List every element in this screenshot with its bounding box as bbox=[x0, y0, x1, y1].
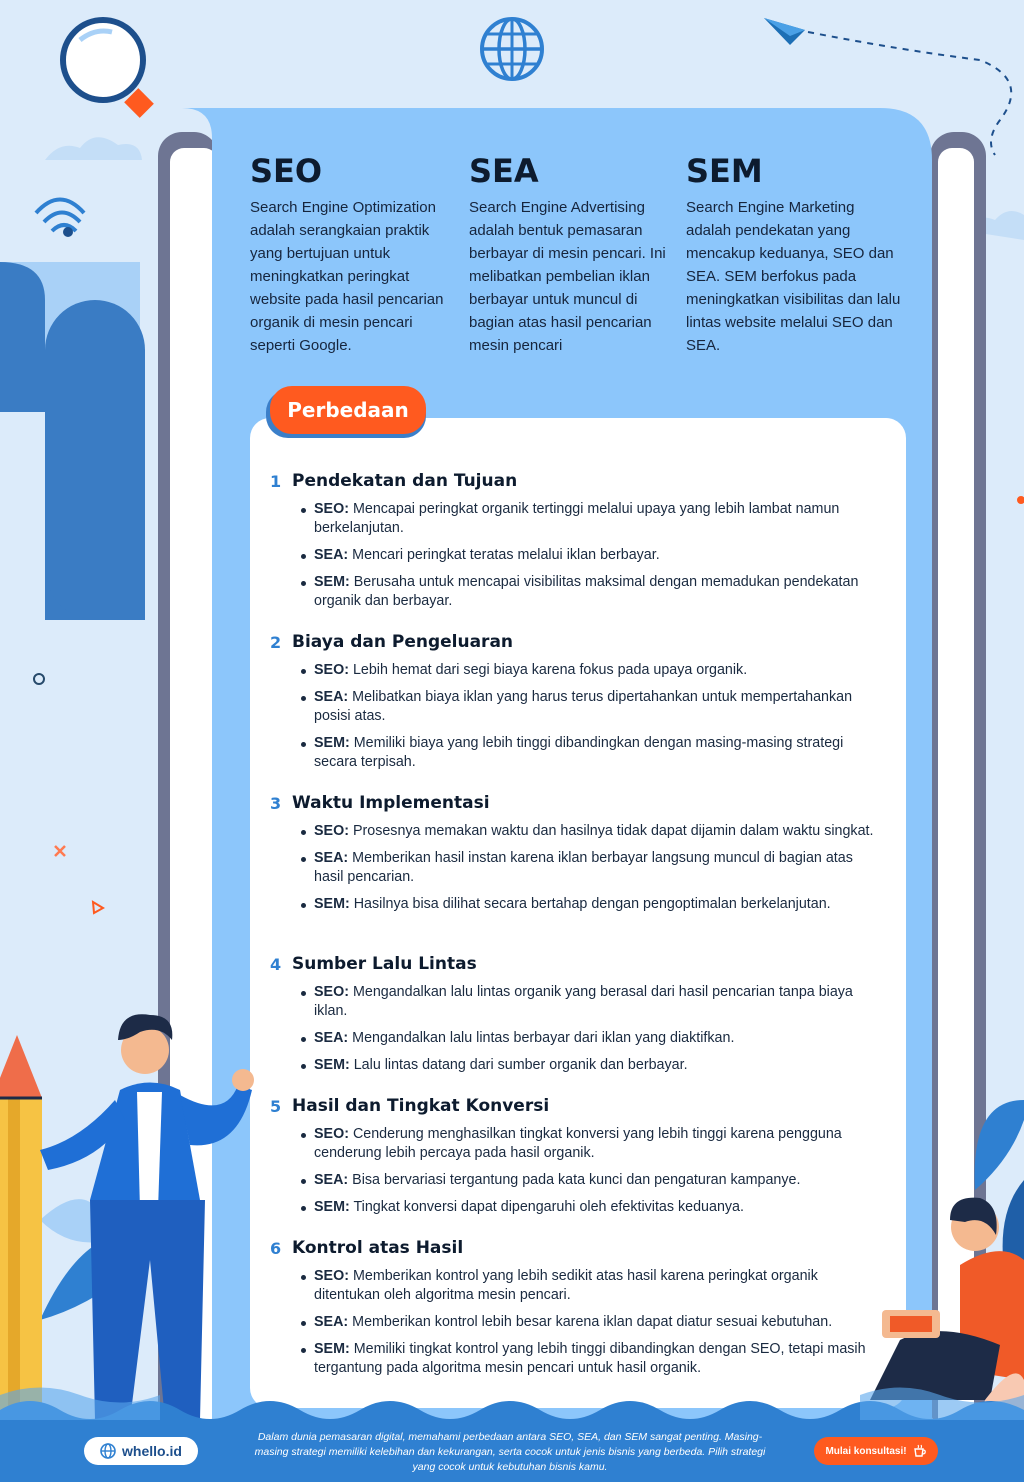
logo-text: whello.id bbox=[122, 1443, 182, 1459]
list-item: SEO: Memberikan kontrol yang lebih sedikit atas hasil karena peringkat organik ditentukan oleh algoritma mesin pencari. bbox=[270, 1267, 885, 1305]
section-title: Biaya dan Pengeluaran bbox=[292, 632, 514, 652]
list-item: SEO: Cenderung menghasilkan tingkat konversi yang lebih tinggi karena pengguna cenderung lebih percaya pada hasil organik. bbox=[270, 1125, 885, 1163]
sem-description: Search Engine Marketing adalah pendekatan yang mencakup keduanya, SEO dan SEA. SEM berfokus pada meningkatkan visibilitas dan lalu lintas website melalui SEO dan SEA. bbox=[686, 199, 901, 354]
globe-icon bbox=[100, 1443, 116, 1459]
list-item: SEA: Mencari peringkat teratas melalui iklan berbayar. bbox=[270, 546, 885, 565]
footer-summary: Dalam dunia pemasaran digital, memahami perbedaan antara SEO, SEA, dan SEM sangat penting. Masing-masing strategi memiliki kelebihan dan kekurangan, serta cocok untuk jenis bisnis yang berbeda. Pilih strategi yang cocok untuk kebutuhan bisnis kamu. bbox=[254, 1431, 766, 1473]
list-item: SEM: Memiliki biaya yang lebih tinggi dibandingkan dengan masing-masing strategi secara terpisah. bbox=[270, 734, 885, 772]
list-item: SEA: Memberikan hasil instan karena iklan berbayar langsung muncul di bagian atas hasil pencarian. bbox=[270, 849, 885, 887]
seo-title: SEO bbox=[250, 152, 323, 190]
list-item: SEO: Mengandalkan lalu lintas organik yang berasal dari hasil pencarian tanpa biaya iklan. bbox=[270, 983, 885, 1021]
list-item: SEM: Tingkat konversi dapat dipengaruhi oleh efektivitas keduanya. bbox=[270, 1198, 885, 1217]
list-item: SEM: Berusaha untuk mencapai visibilitas maksimal dengan memadukan pendekatan organik dan berbayar. bbox=[270, 573, 885, 611]
list-item: SEO: Mencapai peringkat organik tertinggi melalui upaya yang lebih lambat namun berkelanjutan. bbox=[270, 500, 885, 538]
section-3 bbox=[270, 792, 885, 914]
seo-description: Search Engine Optimization adalah serangkaian praktik yang bertujuan untuk meningkatkan peringkat website pada hasil pencarian organik di mesin pencari seperti Google. bbox=[250, 199, 444, 354]
consult-button-label: Mulai konsultasi! bbox=[825, 1445, 907, 1457]
section-6 bbox=[270, 1237, 885, 1378]
section-5 bbox=[270, 1095, 885, 1217]
section-title: Kontrol atas Hasil bbox=[292, 1238, 464, 1258]
section-number: 6 bbox=[270, 1238, 282, 1258]
section-title: Waktu Implementasi bbox=[292, 793, 490, 813]
list-item: SEM: Lalu lintas datang dari sumber organik dan berbayar. bbox=[270, 1056, 885, 1075]
section-2 bbox=[270, 631, 885, 772]
sem-title: SEM bbox=[686, 152, 763, 190]
section-number: 3 bbox=[270, 793, 282, 813]
list-item: SEA: Mengandalkan lalu lintas berbayar dari iklan yang diaktifkan. bbox=[270, 1029, 885, 1048]
section-number: 2 bbox=[270, 632, 282, 652]
sea-description: Search Engine Advertising adalah bentuk pemasaran berbayar di mesin pencari. Ini melibatkan pembelian iklan berbayar untuk muncul di bagian atas hasil pencarian mesin pencari bbox=[469, 199, 666, 354]
section-number: 4 bbox=[270, 954, 282, 974]
section-title: Sumber Lalu Lintas bbox=[292, 954, 477, 974]
list-item: SEA: Memberikan kontrol lebih besar karena iklan dapat diatur sesuai kebutuhan. bbox=[270, 1313, 885, 1332]
list-item: SEO: Lebih hemat dari segi biaya karena fokus pada upaya organik. bbox=[270, 661, 885, 680]
section-number: 1 bbox=[270, 471, 282, 491]
list-item: SEA: Melibatkan biaya iklan yang harus terus dipertahankan untuk mempertahankan posisi atas. bbox=[270, 688, 885, 726]
section-4 bbox=[270, 953, 885, 1075]
perbedaan-badge-label: Perbedaan bbox=[270, 386, 426, 434]
whello-logo[interactable] bbox=[84, 1437, 198, 1465]
section-title: Pendekatan dan Tujuan bbox=[292, 471, 518, 491]
section-title: Hasil dan Tingkat Konversi bbox=[292, 1096, 550, 1116]
sea-title: SEA bbox=[469, 152, 539, 190]
coffee-cup-icon bbox=[913, 1444, 927, 1458]
list-item: SEA: Bisa bervariasi tergantung pada kata kunci dan pengaturan kampanye. bbox=[270, 1171, 885, 1190]
list-item: SEM: Hasilnya bisa dilihat secara bertahap dengan pengoptimalan berkelanjutan. bbox=[270, 895, 885, 914]
consult-button[interactable] bbox=[814, 1437, 938, 1465]
list-item: SEO: Prosesnya memakan waktu dan hasilnya tidak dapat dijamin dalam waktu singkat. bbox=[270, 822, 885, 841]
section-1 bbox=[270, 470, 885, 611]
section-number: 5 bbox=[270, 1096, 282, 1116]
list-item: SEM: Memiliki tingkat kontrol yang lebih tinggi dibandingkan dengan SEO, tetapi masih tergantung pada algoritma mesin pencari untuk hasil organik. bbox=[270, 1340, 885, 1378]
